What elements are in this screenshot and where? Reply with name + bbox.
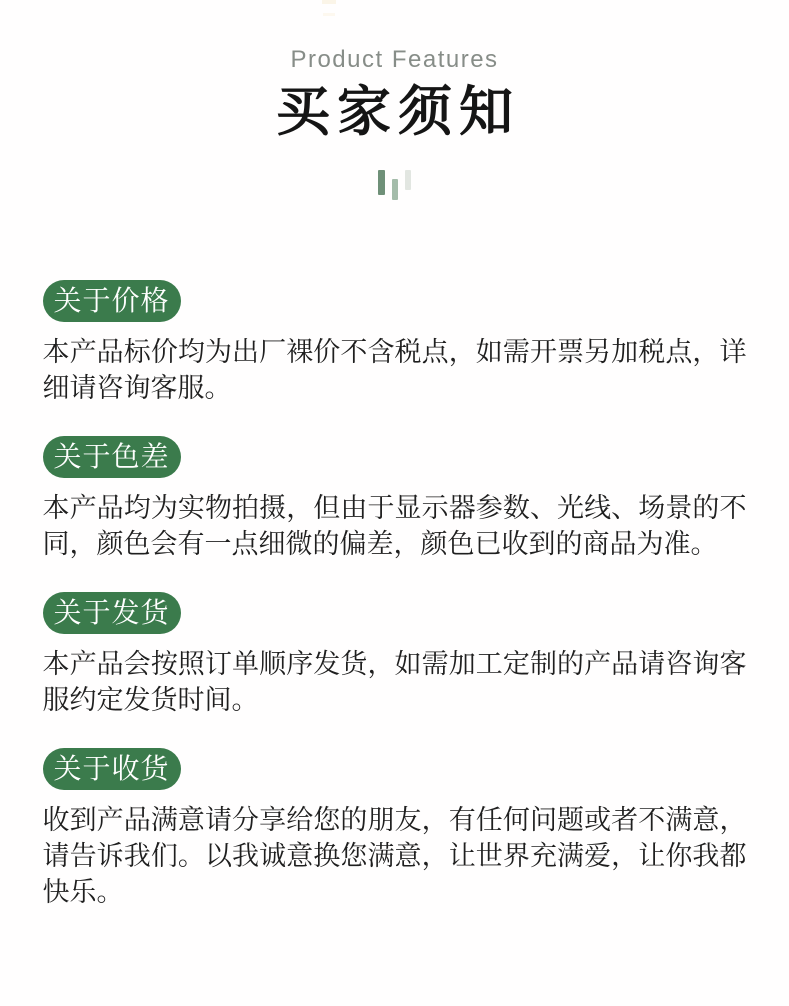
price-text: 本产品标价均为出厂裸价不含税点，如需开票另加税点，详细请咨询客服。 (42, 337, 747, 403)
header-subtitle: Product Features (290, 46, 499, 73)
notice-sections (43, 280, 747, 910)
header (0, 0, 789, 202)
section-price (43, 280, 747, 406)
price-badge: 关于价格 (43, 280, 181, 322)
section-receiving (43, 748, 747, 910)
shipping-badge: 关于发货 (43, 592, 181, 634)
divider-bar-light-green (392, 179, 398, 200)
shipping-text: 本产品会按照订单顺序发货，如需加工定制的产品请咨询客服约定发货时间。 (42, 649, 747, 715)
receiving-text: 收到产品满意请分享给您的朋友，有任何问题或者不满意，请告诉我们。以我诚意换您满意，让世界充满爱，让你我都快乐。 (42, 805, 747, 907)
top-faint-mark (322, 0, 338, 16)
top-faint-mark-lower (323, 13, 335, 16)
color-difference-text: 本产品均为实物拍摄，但由于显示器参数、光线、场景的不同，颜色会有一点细微的偏差，颜色已收到的商品为准。 (42, 493, 747, 559)
color-difference-badge: 关于色差 (43, 436, 181, 478)
bars-divider-icon (0, 170, 789, 202)
receiving-badge: 关于收货 (43, 748, 181, 790)
top-faint-mark-upper (322, 0, 336, 4)
section-color-difference (43, 436, 747, 562)
divider-bar-pale-gray (405, 170, 411, 190)
page-title: 买家须知 (276, 82, 520, 142)
divider-bar-dark-green (378, 170, 385, 195)
section-shipping (43, 592, 747, 718)
